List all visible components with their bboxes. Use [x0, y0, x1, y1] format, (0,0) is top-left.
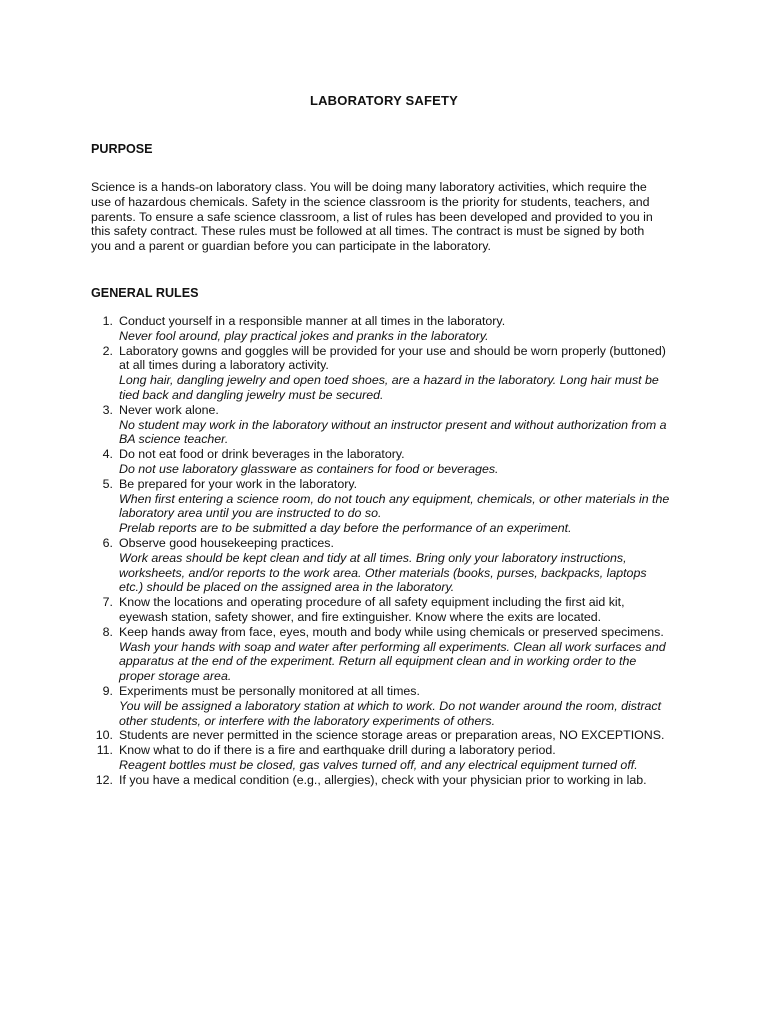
rule-note: etc.) should be placed on the assigned area in the laboratory.: [119, 580, 455, 595]
rule-item: [91, 344, 691, 403]
rule-item: [91, 595, 691, 625]
rule-note: apparatus at the end of the experiment. Return all equipment clean and in working order to the: [119, 654, 637, 669]
rule-item: [91, 728, 691, 743]
rule-text: eyewash station, safety shower, and fire extinguisher. Know where the exits are located.: [119, 609, 602, 624]
rule-text: Know the locations and operating procedure of all safety equipment including the first aid kit,: [119, 595, 625, 610]
rule-text: Laboratory gowns and goggles will be provided for your use and should be worn properly (buttoned): [119, 343, 666, 358]
rule-note: Work areas should be kept clean and tidy at all times. Bring only your laboratory instructions,: [119, 550, 627, 565]
rule-number: 6.: [102, 535, 113, 550]
rule-number: 12.: [95, 772, 113, 787]
rule-note: BA science teacher.: [119, 432, 229, 447]
purpose-line: parents. To ensure a safe science classroom, a list of rules has been developed and provided to you in: [91, 209, 653, 224]
general-rules-heading: GENERAL RULES: [91, 286, 199, 300]
rule-note: Prelab reports are to be submitted a day before the performance of an experiment.: [119, 521, 572, 536]
rule-note: laboratory area until you are instructed to do so.: [119, 506, 382, 521]
purpose-line: use of hazardous chemicals. Safety in the science classroom is the priority for students, teachers, and: [91, 194, 650, 209]
rule-item: [91, 477, 691, 536]
rule-number: 1.: [102, 314, 113, 328]
rule-text: at all times during a laboratory activity.: [119, 358, 329, 373]
rule-item: [91, 314, 691, 344]
purpose-line: this safety contract. These rules must be followed at all times. The contract is must be signed by both: [91, 224, 645, 239]
rule-note: No student may work in the laboratory without an instructor present and without authorization from a: [119, 417, 667, 432]
rule-number: 8.: [102, 624, 113, 639]
general-rules-list: [91, 314, 691, 788]
rule-item: [91, 625, 691, 684]
rule-note: worksheets, and/or reports to the work area. Other materials (books, purses, backpacks, laptops: [119, 565, 647, 580]
rule-note: Reagent bottles must be closed, gas valves turned off, and any electrical equipment turned off.: [119, 757, 638, 772]
rule-item: [91, 684, 691, 728]
purpose-heading: PURPOSE: [91, 142, 153, 156]
rule-number: 5.: [102, 476, 113, 491]
purpose-line: Science is a hands-on laboratory class. You will be doing many laboratory activities, which require the: [91, 180, 647, 194]
rule-note: proper storage area.: [119, 669, 232, 684]
rule-note: tied back and dangling jewelry must be secured.: [119, 387, 384, 402]
rule-number: 2.: [102, 343, 113, 358]
rule-number: 4.: [102, 447, 113, 462]
rule-item: [91, 403, 691, 447]
rule-text: Conduct yourself in a responsible manner at all times in the laboratory.: [119, 314, 506, 328]
rule-text: Know what to do if there is a fire and earthquake drill during a laboratory period.: [119, 743, 556, 758]
rule-text: Be prepared for your work in the laboratory.: [119, 476, 358, 491]
rule-note: You will be assigned a laboratory station at which to work. Do not wander around the room, distract: [119, 698, 662, 713]
rule-note: Long hair, dangling jewelry and open toed shoes, are a hazard in the laboratory. Long hair must be: [119, 373, 659, 388]
rule-number: 7.: [102, 595, 113, 610]
rule-note: Never fool around, play practical jokes and pranks in the laboratory.: [119, 328, 489, 343]
rule-item: [91, 447, 691, 477]
rule-item: [91, 536, 691, 595]
rule-item: [91, 743, 691, 773]
rule-text: Students are never permitted in the science storage areas or preparation areas, NO EXCEPTIONS.: [119, 728, 665, 743]
purpose-paragraph: [91, 180, 691, 254]
rule-note: When first entering a science room, do not touch any equipment, chemicals, or other materials in the: [119, 491, 670, 506]
rule-note: other students, or interfere with the laboratory experiments of others.: [119, 713, 496, 728]
rule-text: Keep hands away from face, eyes, mouth and body while using chemicals or preserved specimens.: [119, 624, 664, 639]
purpose-line: you and a parent or guardian before you can participate in the laboratory.: [91, 239, 491, 254]
rule-text: Experiments must be personally monitored at all times.: [119, 683, 420, 698]
rule-text: Observe good housekeeping practices.: [119, 535, 334, 550]
rule-number: 11.: [96, 743, 113, 758]
rule-item: [91, 773, 691, 788]
rule-number: 3.: [102, 402, 113, 417]
rule-note: Do not use laboratory glassware as containers for food or beverages.: [119, 461, 499, 476]
page-title: LABORATORY SAFETY: [309, 93, 459, 108]
rule-text: Do not eat food or drink beverages in the laboratory.: [119, 447, 405, 462]
rule-note: Wash your hands with soap and water after performing all experiments. Clean all work surfaces and: [119, 639, 666, 654]
rule-number: 10.: [95, 728, 113, 743]
rule-text: If you have a medical condition (e.g., allergies), check with your physician prior to working in lab.: [119, 772, 647, 787]
rule-number: 9.: [102, 683, 113, 698]
rule-text: Never work alone.: [119, 402, 219, 417]
